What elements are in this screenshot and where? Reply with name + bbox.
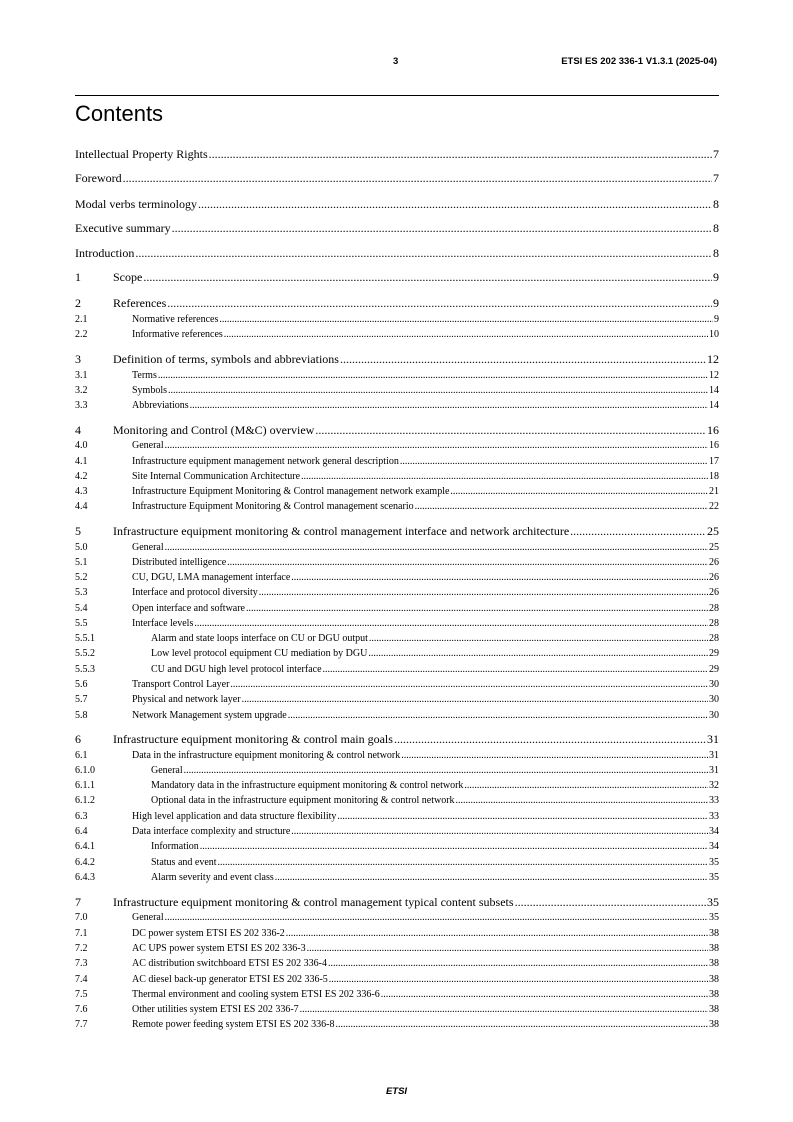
toc-entry[interactable] <box>75 750 719 761</box>
toc-entry-number: 4.2 <box>75 470 88 482</box>
toc-entry[interactable] <box>75 912 719 923</box>
toc-entry[interactable] <box>75 423 719 438</box>
toc-entry-page: 30 <box>709 678 719 690</box>
toc-entry[interactable] <box>75 648 719 659</box>
toc-entry-page: 28 <box>709 617 719 629</box>
toc-entry-number: 2 <box>75 295 81 310</box>
toc-entry[interactable] <box>75 587 719 598</box>
toc-dot-leader <box>515 895 706 910</box>
toc-entry-number: 6.1.2 <box>75 794 95 806</box>
toc-entry[interactable] <box>75 603 719 614</box>
toc-entry-number: 3.1 <box>75 369 88 381</box>
toc-dot-leader <box>400 456 708 467</box>
toc-dot-leader <box>315 423 706 438</box>
toc-entry[interactable] <box>75 542 719 553</box>
toc-entry-number: 5.1 <box>75 556 88 568</box>
toc-entry-number: 7.0 <box>75 911 88 923</box>
toc-dot-leader <box>307 943 708 954</box>
toc-entry-number: 6.4.3 <box>75 871 95 883</box>
toc-entry-title: Remote power feeding system ETSI ES 202 336-8 <box>132 1018 335 1030</box>
toc-entry[interactable] <box>75 221 719 236</box>
toc-dot-leader <box>369 633 708 644</box>
toc-entry-number: 7 <box>75 894 81 909</box>
toc-entry-title: AC diesel back-up generator ETSI ES 202 336-5 <box>132 973 328 985</box>
toc-entry-title: Infrastructure equipment management network general description <box>132 455 399 467</box>
toc-entry-page: 21 <box>709 485 719 497</box>
toc-entry[interactable] <box>75 974 719 985</box>
toc-entry[interactable] <box>75 857 719 868</box>
toc-entry[interactable] <box>75 633 719 644</box>
toc-dot-leader <box>227 557 708 568</box>
toc-entry[interactable] <box>75 943 719 954</box>
toc-entry-page: 7 <box>713 146 719 161</box>
toc-dot-leader <box>570 524 706 539</box>
toc-entry-page: 9 <box>713 269 719 284</box>
toc-dot-leader <box>329 974 708 985</box>
toc-entry-page: 14 <box>709 384 719 396</box>
toc-entry-title: Interface and protocol diversity <box>132 586 258 598</box>
toc-entry-title: Data in the infrastructure equipment monitoring & control network <box>132 749 401 761</box>
toc-entry-number: 4.4 <box>75 500 88 512</box>
toc-entry-page: 38 <box>709 988 719 1000</box>
toc-entry-title: Infrastructure equipment monitoring & control management interface and network architecture <box>113 523 570 538</box>
toc-entry-page: 35 <box>709 871 719 883</box>
toc-entry-page: 38 <box>709 973 719 985</box>
toc-entry[interactable] <box>75 400 719 411</box>
toc-dot-leader <box>218 857 708 868</box>
toc-entry[interactable] <box>75 246 719 261</box>
toc-entry-page: 38 <box>709 927 719 939</box>
toc-entry-page: 22 <box>709 500 719 512</box>
document-id: ETSI ES 202 336-1 V1.3.1 (2025-04) <box>561 56 717 67</box>
toc-entry-page: 28 <box>709 602 719 614</box>
toc-entry-number: 5.7 <box>75 693 88 705</box>
toc-dot-leader <box>456 795 708 806</box>
toc-entry-number: 5.5.2 <box>75 647 95 659</box>
toc-entry-title: Terms <box>132 369 157 381</box>
toc-entry-title: Distributed intelligence <box>132 556 227 568</box>
toc-entry-title: CU and DGU high level protocol interface <box>151 663 322 675</box>
toc-entry-title: Infrastructure Equipment Monitoring & Control management scenario <box>132 500 414 512</box>
toc-dot-leader <box>335 1019 708 1030</box>
toc-entry-number: 3 <box>75 351 81 366</box>
toc-dot-leader <box>194 618 708 629</box>
toc-entry-page: 9 <box>713 295 719 310</box>
toc-entry-page: 33 <box>709 794 719 806</box>
toc-entry[interactable] <box>75 958 719 969</box>
toc-entry-title: Transport Control Layer <box>132 678 230 690</box>
toc-entry-page: 8 <box>713 245 719 260</box>
toc-entry-title: CU, DGU, LMA management interface <box>132 571 291 583</box>
toc-dot-leader <box>394 732 706 747</box>
toc-entry-number: 5.5.1 <box>75 632 95 644</box>
toc-entry-number: 3.3 <box>75 399 88 411</box>
toc-entry-number: 5.8 <box>75 709 88 721</box>
toc-entry[interactable] <box>75 314 719 325</box>
toc-entry-title: Thermal environment and cooling system ETSI ES 202 336-6 <box>132 988 380 1000</box>
toc-entry-title: Site Internal Communication Architecture <box>132 470 301 482</box>
toc-dot-leader <box>219 314 713 325</box>
toc-entry-title: Status and event <box>151 856 217 868</box>
toc-dot-leader <box>401 750 708 761</box>
toc-entry-title: General <box>151 764 183 776</box>
toc-entry-number: 5.5.3 <box>75 663 95 675</box>
toc-entry-number: 6.1 <box>75 749 88 761</box>
toc-entry-number: 6.1.1 <box>75 779 95 791</box>
toc-entry[interactable] <box>75 710 719 721</box>
toc-entry-title: Infrastructure Equipment Monitoring & Control management network example <box>132 485 450 497</box>
toc-entry-title: Informative references <box>132 328 223 340</box>
toc-entry-page: 30 <box>709 709 719 721</box>
toc-entry-page: 34 <box>709 840 719 852</box>
toc-entry[interactable] <box>75 732 719 747</box>
page-number: 3 <box>393 56 399 67</box>
toc-entry-number: 6.4.1 <box>75 840 95 852</box>
toc-entry[interactable] <box>75 501 719 512</box>
toc-dot-leader <box>340 352 706 367</box>
toc-entry[interactable] <box>75 370 719 381</box>
toc-entry[interactable] <box>75 456 719 467</box>
toc-entry[interactable] <box>75 572 719 583</box>
toc-entry-number: 5.2 <box>75 571 88 583</box>
toc-entry[interactable] <box>75 826 719 837</box>
toc-entry-number: 5 <box>75 523 81 538</box>
toc-dot-leader <box>450 486 708 497</box>
toc-dot-leader <box>230 679 708 690</box>
toc-dot-leader <box>123 171 712 186</box>
toc-entry-page: 31 <box>709 764 719 776</box>
toc-entry-title: Open interface and software <box>132 602 245 614</box>
toc-entry-title: General <box>132 911 164 923</box>
toc-entry-number: 4.3 <box>75 485 88 497</box>
toc-dot-leader <box>242 694 708 705</box>
toc-entry-page: 26 <box>709 586 719 598</box>
toc-dot-leader <box>381 989 708 1000</box>
toc-entry-title: Alarm severity and event class <box>151 871 274 883</box>
toc-entry[interactable] <box>75 557 719 568</box>
toc-entry-number: 4.1 <box>75 455 88 467</box>
toc-entry-number: 5.3 <box>75 586 88 598</box>
toc-entry-page: 38 <box>709 1003 719 1015</box>
toc-entry-title: AC distribution switchboard ETSI ES 202 336-4 <box>132 957 327 969</box>
toc-entry-page: 14 <box>709 399 719 411</box>
toc-entry-title: Alarm and state loops interface on CU or DGU output <box>151 632 368 644</box>
toc-entry-page: 12 <box>709 369 719 381</box>
toc-entry-page: 17 <box>709 455 719 467</box>
toc-dot-leader <box>288 710 708 721</box>
toc-entry-number: 5.0 <box>75 541 88 553</box>
toc-entry-page: 32 <box>709 779 719 791</box>
toc-entry-title: General <box>132 439 164 451</box>
toc-entry-title: Information <box>151 840 199 852</box>
toc-entry-number: 2.1 <box>75 313 88 325</box>
toc-entry-title: Monitoring and Control (M&C) overview <box>113 422 315 437</box>
toc-dot-leader <box>143 270 712 285</box>
toc-entry-page: 25 <box>709 541 719 553</box>
toc-entry[interactable] <box>75 352 719 367</box>
toc-entry-page: 38 <box>709 942 719 954</box>
toc-entry-page: 29 <box>709 663 719 675</box>
toc-entry-title: Mandatory data in the infrastructure equipment monitoring & control network <box>151 779 464 791</box>
toc-entry[interactable] <box>75 679 719 690</box>
toc-entry-page: 25 <box>707 523 719 538</box>
toc-entry-page: 28 <box>709 632 719 644</box>
toc-entry-title: Infrastructure equipment monitoring & control main goals <box>113 731 393 746</box>
toc-dot-leader <box>172 221 712 236</box>
toc-entry-title: Intellectual Property Rights <box>75 146 208 161</box>
toc-entry[interactable] <box>75 989 719 1000</box>
toc-entry-title: Physical and network layer <box>132 693 241 705</box>
toc-entry-page: 31 <box>707 731 719 746</box>
toc-dot-leader <box>224 329 708 340</box>
toc-entry[interactable] <box>75 872 719 883</box>
toc-dot-leader <box>158 370 708 381</box>
toc-entry-number: 5.5 <box>75 617 88 629</box>
toc-dot-leader <box>246 603 708 614</box>
toc-entry-page: 7 <box>713 170 719 185</box>
toc-entry-number: 6.4 <box>75 825 88 837</box>
toc-entry-title: Scope <box>113 269 143 284</box>
toc-entry-title: Executive summary <box>75 220 171 235</box>
toc-entry-page: 10 <box>709 328 719 340</box>
toc-entry[interactable] <box>75 147 719 162</box>
toc-dot-leader <box>328 958 708 969</box>
toc-dot-leader <box>168 385 708 396</box>
toc-entry-number: 3.2 <box>75 384 88 396</box>
toc-dot-leader <box>259 587 708 598</box>
toc-dot-leader <box>190 400 708 411</box>
toc-entry-title: High level application and data structure flexibility <box>132 810 337 822</box>
toc-entry[interactable] <box>75 895 719 910</box>
toc-entry-title: Low level protocol equipment CU mediation by DGU <box>151 647 368 659</box>
toc-entry[interactable] <box>75 471 719 482</box>
toc-entry-title: Introduction <box>75 245 135 260</box>
toc-entry-page: 30 <box>709 693 719 705</box>
toc-dot-leader <box>275 872 708 883</box>
toc-entry-number: 7.4 <box>75 973 88 985</box>
toc-entry-number: 7.7 <box>75 1018 88 1030</box>
toc-entry-title: DC power system ETSI ES 202 336-2 <box>132 927 285 939</box>
toc-entry-title: Modal verbs terminology <box>75 196 197 211</box>
toc-dot-leader <box>184 765 708 776</box>
toc-entry[interactable] <box>75 664 719 675</box>
toc-entry-title: Other utilities system ETSI ES 202 336-7 <box>132 1003 299 1015</box>
toc-entry[interactable] <box>75 171 719 186</box>
toc-entry-page: 35 <box>707 894 719 909</box>
toc-dot-leader <box>200 841 708 852</box>
toc-entry-page: 16 <box>709 439 719 451</box>
toc-dot-leader <box>165 440 708 451</box>
toc-entry-page: 18 <box>709 470 719 482</box>
toc-entry-title: References <box>113 295 167 310</box>
toc-dot-leader <box>323 664 708 675</box>
toc-entry-number: 4.0 <box>75 439 88 451</box>
toc-entry[interactable] <box>75 928 719 939</box>
toc-dot-leader <box>291 826 708 837</box>
toc-entry-number: 1 <box>75 269 81 284</box>
toc-entry-page: 26 <box>709 556 719 568</box>
toc-entry[interactable] <box>75 811 719 822</box>
toc-entry-title: Optional data in the infrastructure equipment monitoring & control network <box>151 794 455 806</box>
toc-entry-title: Infrastructure equipment monitoring & control management typical content subsets <box>113 894 514 909</box>
toc-dot-leader <box>165 542 708 553</box>
toc-dot-leader <box>291 572 708 583</box>
toc-entry-page: 31 <box>709 749 719 761</box>
toc-entry[interactable] <box>75 1004 719 1015</box>
toc-entry-page: 34 <box>709 825 719 837</box>
toc-dot-leader <box>165 912 708 923</box>
toc-entry[interactable] <box>75 296 719 311</box>
toc-dot-leader <box>135 246 712 261</box>
toc-entry-title: Normative references <box>132 313 219 325</box>
toc-entry-number: 6 <box>75 731 81 746</box>
toc-dot-leader <box>198 197 712 212</box>
toc-dot-leader <box>286 928 708 939</box>
toc-entry-page: 33 <box>709 810 719 822</box>
toc-dot-leader <box>167 296 712 311</box>
toc-entry-number: 7.5 <box>75 988 88 1000</box>
toc-entry-page: 35 <box>709 856 719 868</box>
toc-entry-page: 35 <box>709 911 719 923</box>
toc-entry[interactable] <box>75 841 719 852</box>
footer-etsi: ETSI <box>385 1086 408 1097</box>
toc-entry[interactable] <box>75 270 719 285</box>
toc-entry-number: 6.4.2 <box>75 856 95 868</box>
toc-dot-leader <box>464 780 708 791</box>
toc-entry[interactable] <box>75 618 719 629</box>
toc-entry-page: 8 <box>713 196 719 211</box>
toc-dot-leader <box>337 811 708 822</box>
toc-entry-number: 6.3 <box>75 810 88 822</box>
toc-entry-number: 4 <box>75 422 81 437</box>
toc-entry-number: 7.3 <box>75 957 88 969</box>
toc-entry[interactable] <box>75 329 719 340</box>
toc-entry-page: 38 <box>709 957 719 969</box>
toc-entry-number: 7.6 <box>75 1003 88 1015</box>
toc-entry-title: Network Management system upgrade <box>132 709 287 721</box>
header-rule <box>75 95 719 96</box>
toc-entry-title: Data interface complexity and structure <box>132 825 291 837</box>
toc-entry-title: General <box>132 541 164 553</box>
toc-entry[interactable] <box>75 780 719 791</box>
toc-entry[interactable] <box>75 486 719 497</box>
toc-entry[interactable] <box>75 524 719 539</box>
toc-entry-page: 16 <box>707 422 719 437</box>
toc-entry-number: 5.4 <box>75 602 88 614</box>
toc-entry-page: 8 <box>713 220 719 235</box>
toc-dot-leader <box>368 648 708 659</box>
toc-entry[interactable] <box>75 765 719 776</box>
toc-dot-leader <box>415 501 708 512</box>
toc-entry-title: Foreword <box>75 170 122 185</box>
toc-entry[interactable] <box>75 385 719 396</box>
toc-entry-page: 29 <box>709 647 719 659</box>
page-title: Contents <box>75 101 164 126</box>
toc-entry[interactable] <box>75 795 719 806</box>
toc-entry-title: Abbreviations <box>132 399 189 411</box>
toc-entry-page: 26 <box>709 571 719 583</box>
toc-entry[interactable] <box>75 694 719 705</box>
toc-entry-page: 12 <box>707 351 719 366</box>
toc-entry-number: 6.1.0 <box>75 764 95 776</box>
toc-entry-number: 2.2 <box>75 328 88 340</box>
toc-entry-title: Definition of terms, symbols and abbreviations <box>113 351 339 366</box>
toc-entry-number: 5.6 <box>75 678 88 690</box>
toc-entry[interactable] <box>75 1019 719 1030</box>
toc-entry-title: Symbols <box>132 384 168 396</box>
toc-dot-leader <box>209 147 712 162</box>
toc-dot-leader <box>301 471 708 482</box>
toc-entry[interactable] <box>75 197 719 212</box>
toc-entry-page: 9 <box>714 313 719 325</box>
toc-entry[interactable] <box>75 440 719 451</box>
toc-dot-leader <box>300 1004 708 1015</box>
toc-entry-title: AC UPS power system ETSI ES 202 336-3 <box>132 942 306 954</box>
toc-entry-number: 7.2 <box>75 942 88 954</box>
toc-entry-number: 7.1 <box>75 927 88 939</box>
toc-entry-page: 38 <box>709 1018 719 1030</box>
toc-entry-title: Interface levels <box>132 617 194 629</box>
